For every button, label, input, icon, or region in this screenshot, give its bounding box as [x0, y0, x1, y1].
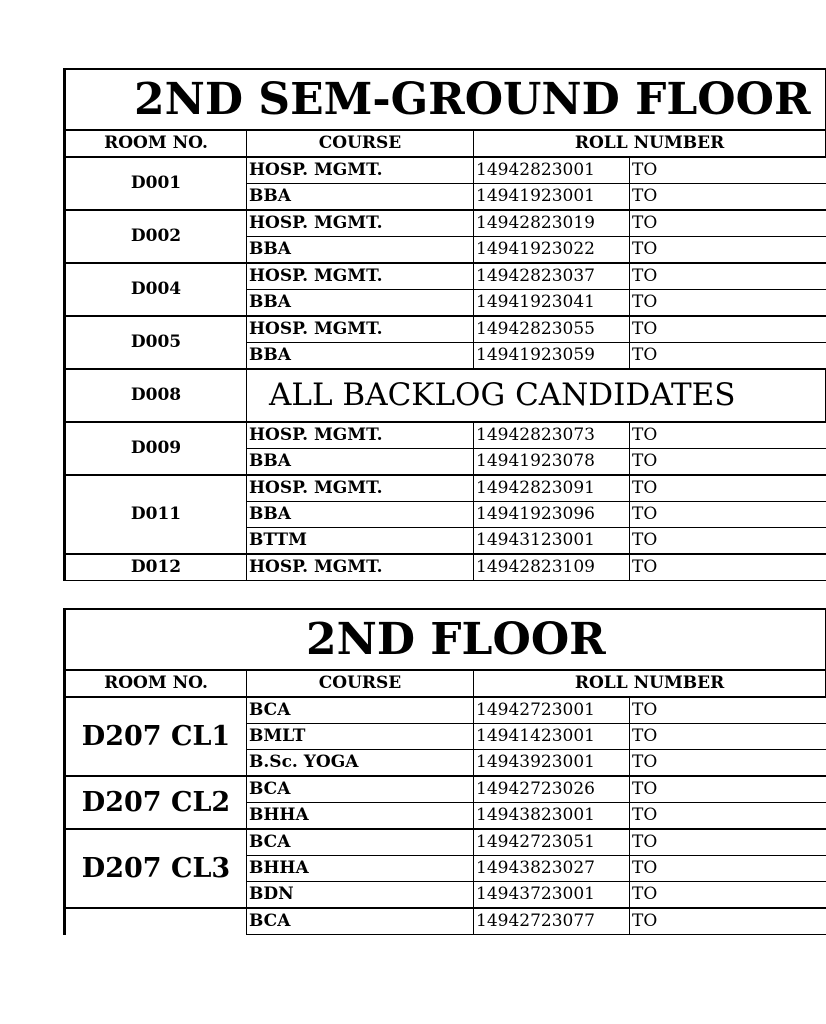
roll-from-cell: 14942723026 [474, 776, 630, 803]
course-cell: BBA [247, 502, 474, 528]
roll-to-cell: TO [630, 290, 826, 317]
roll-to-cell: TO [630, 237, 826, 264]
course-cell: BCA [247, 776, 474, 803]
course-cell: BBA [247, 449, 474, 476]
room-cell: D004 [66, 263, 247, 316]
backlog-message: ALL BACKLOG CANDIDATES [247, 369, 826, 422]
roll-from-cell: 14943723001 [474, 882, 630, 909]
course-cell: HOSP. MGMT. [247, 422, 474, 449]
roll-to-cell: TO [630, 502, 826, 528]
room-cell-empty [66, 908, 247, 935]
header-course: COURSE [247, 130, 474, 157]
roll-to-cell: TO [630, 856, 826, 882]
roll-to-cell: TO [630, 343, 826, 370]
room-cell: D207 CL1 [66, 697, 247, 776]
roll-to-cell: TO [630, 697, 826, 724]
course-cell: B.Sc. YOGA [247, 750, 474, 777]
course-cell: BTTM [247, 528, 474, 555]
roll-from-cell: 14942823019 [474, 210, 630, 237]
table-row [66, 316, 826, 343]
roll-to-cell: TO [630, 263, 826, 290]
section-title: 2ND FLOOR [66, 609, 826, 670]
room-cell: D207 CL3 [66, 829, 247, 908]
seating-table-second-floor [63, 608, 725, 935]
course-cell: HOSP. MGMT. [247, 554, 474, 581]
roll-from-cell: 14942723001 [474, 697, 630, 724]
table-row [66, 475, 826, 502]
room-cell: D002 [66, 210, 247, 263]
table-row [66, 829, 826, 856]
header-course: COURSE [247, 670, 474, 697]
roll-from-cell: 14942723077 [474, 908, 630, 935]
roll-to-cell: TO [630, 316, 826, 343]
roll-from-cell: 14943823001 [474, 803, 630, 830]
course-cell: HOSP. MGMT. [247, 157, 474, 184]
roll-from-cell: 14942823037 [474, 263, 630, 290]
table-row [66, 210, 826, 237]
room-cell: D012 [66, 554, 247, 581]
roll-from-cell: 14942823055 [474, 316, 630, 343]
table-row [66, 422, 826, 449]
roll-to-cell: TO [630, 422, 826, 449]
roll-to-cell: TO [630, 528, 826, 555]
course-cell: HOSP. MGMT. [247, 475, 474, 502]
header-room-no: ROOM NO. [66, 130, 247, 157]
roll-from-cell: 14942823109 [474, 554, 630, 581]
header-roll-number: ROLL NUMBER [474, 130, 826, 157]
roll-to-cell: TO [630, 157, 826, 184]
roll-to-cell: TO [630, 449, 826, 476]
course-cell: BCA [247, 829, 474, 856]
header-roll-number: ROLL NUMBER [474, 670, 826, 697]
room-cell: D207 CL2 [66, 776, 247, 829]
table-row [66, 554, 826, 581]
roll-from-cell: 14942823001 [474, 157, 630, 184]
course-cell: HOSP. MGMT. [247, 210, 474, 237]
course-cell: BCA [247, 697, 474, 724]
roll-to-cell: TO [630, 829, 826, 856]
course-cell: BBA [247, 237, 474, 264]
roll-to-cell: TO [630, 475, 826, 502]
roll-to-cell: TO [630, 210, 826, 237]
roll-from-cell: 14942723051 [474, 829, 630, 856]
roll-from-cell: 14943823027 [474, 856, 630, 882]
table-row [66, 369, 826, 422]
roll-to-cell: TO [630, 724, 826, 750]
seating-table-ground-floor [63, 68, 811, 581]
room-cell: D008 [66, 369, 247, 422]
roll-to-cell: TO [630, 750, 826, 777]
room-cell: D001 [66, 157, 247, 210]
table-row [66, 908, 826, 935]
roll-from-cell: 14941923001 [474, 184, 630, 211]
roll-from-cell: 14942823091 [474, 475, 630, 502]
course-cell: BHHA [247, 803, 474, 830]
roll-from-cell: 14941923041 [474, 290, 630, 317]
room-cell: D009 [66, 422, 247, 475]
course-cell: BDN [247, 882, 474, 909]
roll-from-cell: 14943123001 [474, 528, 630, 555]
course-cell: HOSP. MGMT. [247, 263, 474, 290]
roll-from-cell: 14942823073 [474, 422, 630, 449]
roll-to-cell: TO [630, 882, 826, 909]
table-row [66, 697, 826, 724]
table-row [66, 157, 826, 184]
course-cell: BMLT [247, 724, 474, 750]
section-title: 2ND SEM-GROUND FLOOR [66, 69, 826, 130]
roll-from-cell: 14943923001 [474, 750, 630, 777]
room-cell: D005 [66, 316, 247, 369]
roll-to-cell: TO [630, 184, 826, 211]
roll-from-cell: 14941923078 [474, 449, 630, 476]
table-row [66, 263, 826, 290]
roll-from-cell: 14941923059 [474, 343, 630, 370]
course-cell: BHHA [247, 856, 474, 882]
roll-to-cell: TO [630, 554, 826, 581]
course-cell: BBA [247, 290, 474, 317]
room-cell: D011 [66, 475, 247, 554]
roll-from-cell: 14941923022 [474, 237, 630, 264]
roll-to-cell: TO [630, 908, 826, 935]
roll-from-cell: 14941423001 [474, 724, 630, 750]
roll-to-cell: TO [630, 803, 826, 830]
roll-to-cell: TO [630, 776, 826, 803]
table-row [66, 776, 826, 803]
course-cell: HOSP. MGMT. [247, 316, 474, 343]
course-cell: BCA [247, 908, 474, 935]
course-cell: BBA [247, 343, 474, 370]
roll-from-cell: 14941923096 [474, 502, 630, 528]
course-cell: BBA [247, 184, 474, 211]
header-room-no: ROOM NO. [66, 670, 247, 697]
